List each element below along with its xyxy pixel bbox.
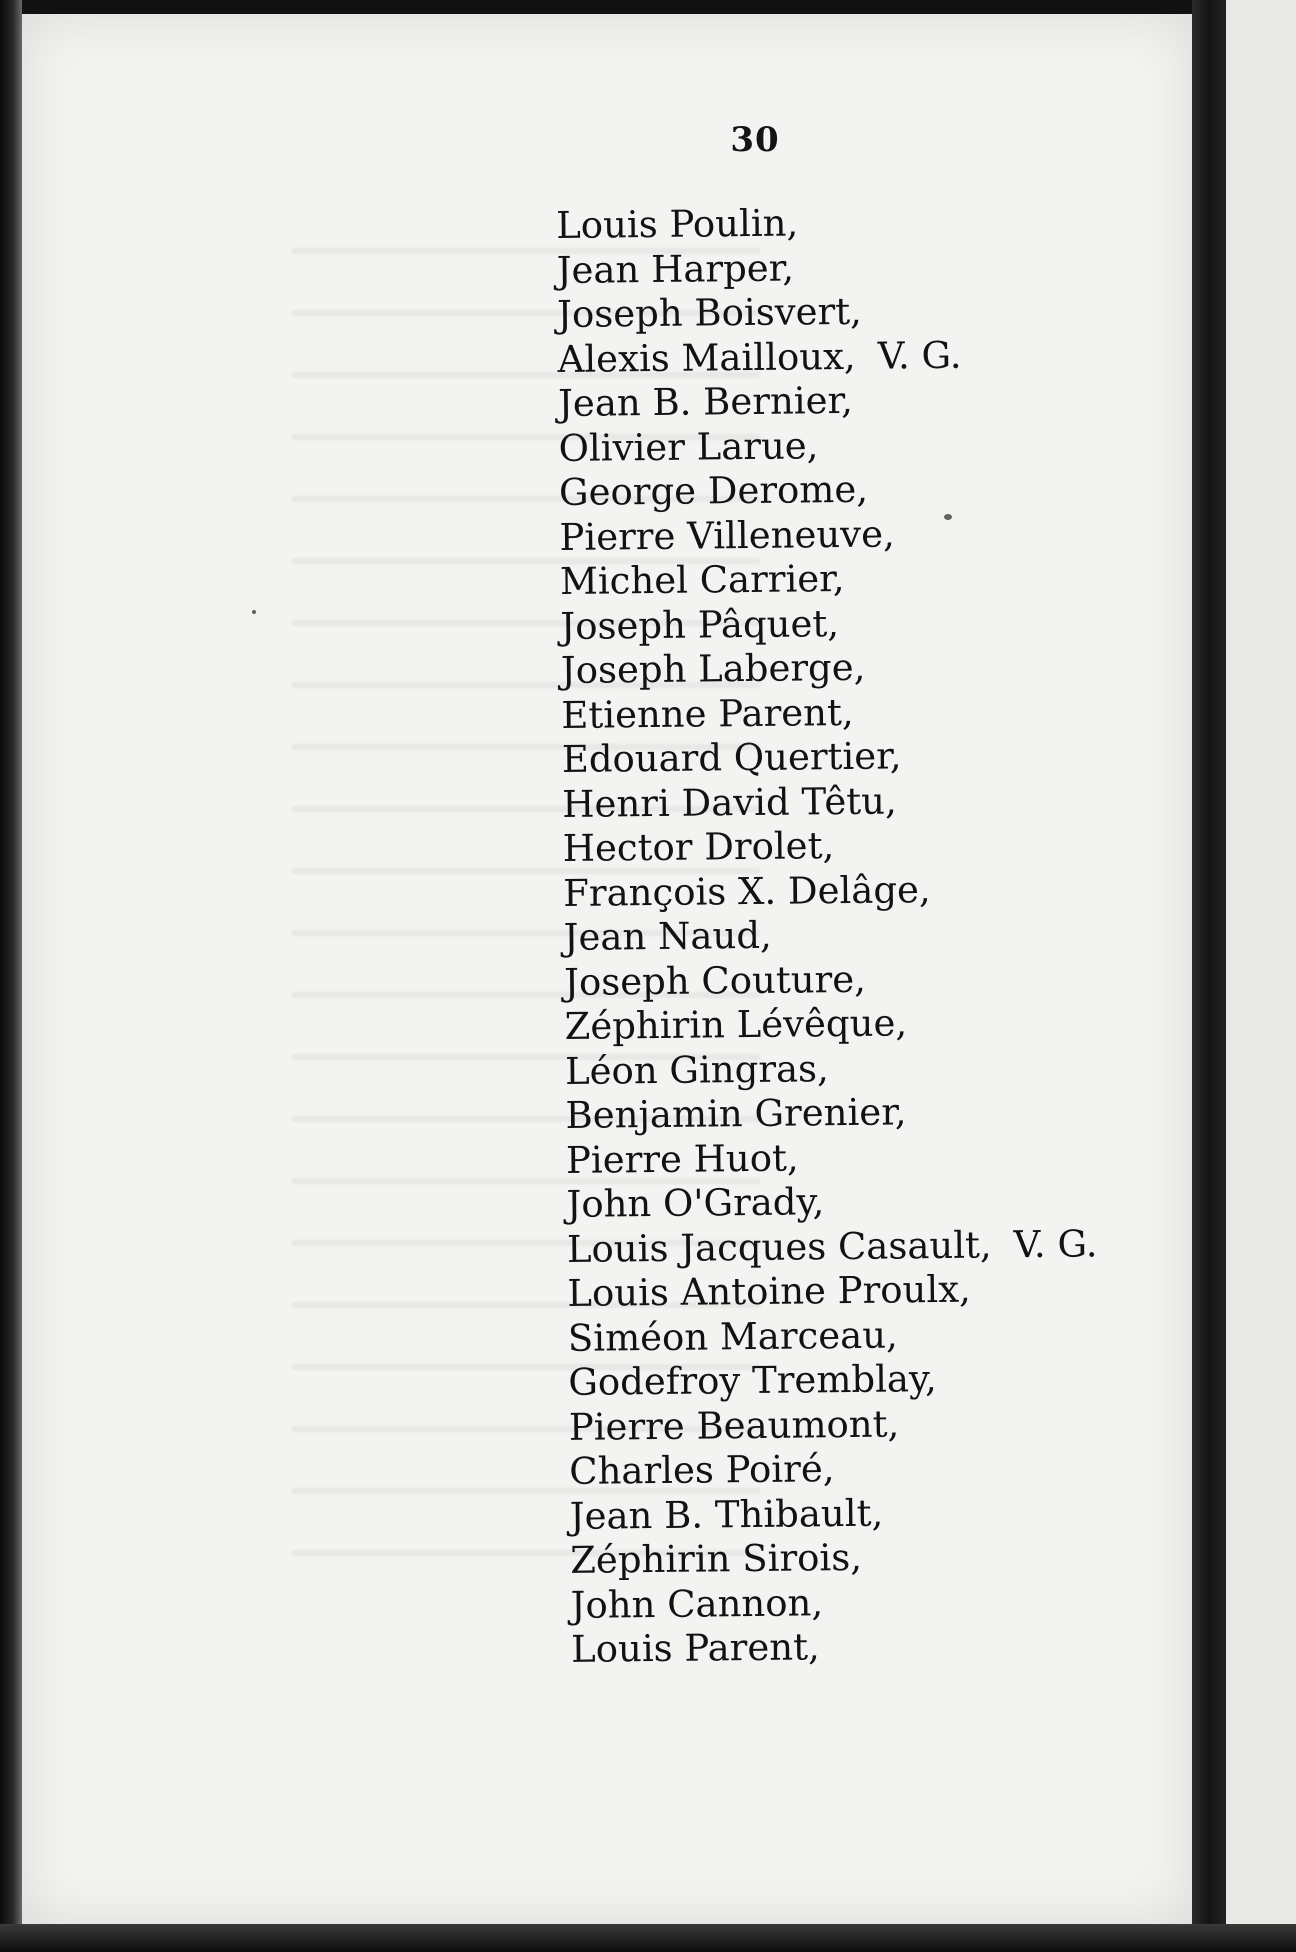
list-item: [560, 599, 1091, 649]
list-item: [558, 421, 1089, 471]
list-item: [561, 643, 1092, 693]
list-item: [570, 1489, 1101, 1539]
list-item: [559, 465, 1090, 515]
list-item: [556, 243, 1087, 293]
bottom-scan-edge: [0, 1924, 1296, 1952]
person-name: Joseph Laberge,: [560, 645, 866, 692]
list-item: [559, 510, 1090, 560]
list-item: [566, 1177, 1097, 1227]
person-name: Henri David Têtu,: [562, 778, 897, 826]
list-item: [557, 332, 1088, 382]
person-name: Jean Harper,: [556, 246, 795, 292]
person-name: Jean Naud,: [563, 913, 772, 959]
person-name: John O'Grady,: [566, 1180, 825, 1226]
person-name: John Cannon,: [570, 1580, 824, 1627]
person-name: Etienne Parent,: [561, 690, 854, 737]
person-name: Hector Drolet,: [562, 824, 835, 870]
person-name: Louis Poulin,: [556, 201, 799, 247]
list-item: [567, 1266, 1098, 1316]
person-name: Michel Carrier,: [559, 556, 845, 603]
list-item: [569, 1444, 1100, 1494]
list-item: [566, 1133, 1097, 1183]
title-suffix: V. G.: [877, 333, 962, 378]
person-name: Jean B. Thibault,: [569, 1491, 884, 1538]
person-name: Alexis Mailloux,: [557, 334, 856, 381]
list-item: [563, 910, 1094, 960]
person-name: George Derome,: [558, 467, 869, 514]
list-item: [569, 1400, 1100, 1450]
list-item: [570, 1578, 1101, 1628]
list-item: [563, 821, 1094, 871]
title-suffix: V. G.: [1013, 1221, 1098, 1266]
person-name: Jean B. Bernier,: [557, 378, 854, 425]
person-name: Louis Parent,: [570, 1625, 820, 1671]
person-name: Benjamin Grenier,: [565, 1090, 907, 1137]
list-item: [560, 554, 1091, 604]
person-name: Joseph Couture,: [563, 957, 867, 1004]
person-name: Léon Gingras,: [564, 1046, 830, 1093]
person-name: Zéphirin Lévêque,: [564, 1001, 908, 1048]
person-name: Olivier Larue,: [558, 423, 819, 470]
list-item: [556, 198, 1087, 248]
person-name: Zéphirin Sirois,: [569, 1535, 863, 1582]
facing-page-edge: [1226, 0, 1296, 1952]
list-item: [567, 1222, 1098, 1272]
left-scan-edge: [0, 0, 22, 1952]
name-list: [556, 198, 1102, 1672]
list-item: [558, 376, 1089, 426]
book-gutter: [1192, 0, 1226, 1952]
list-item: [565, 1044, 1096, 1094]
list-item: [568, 1355, 1099, 1405]
person-name: Pierre Beaumont,: [568, 1401, 900, 1449]
person-name: Louis Antoine Proulx,: [567, 1267, 972, 1315]
list-item: [561, 688, 1092, 738]
person-name: Pierre Villeneuve,: [559, 511, 895, 559]
person-name: Charles Poiré,: [569, 1447, 835, 1493]
page-number: 30: [730, 120, 780, 160]
person-name: Joseph Pâquet,: [560, 601, 840, 648]
person-name: Godefroy Tremblay,: [568, 1357, 937, 1404]
list-item: [563, 866, 1094, 916]
person-name: François X. Delâge,: [562, 867, 931, 915]
list-item: [568, 1311, 1099, 1361]
person-name: Louis Jacques Casault,: [566, 1222, 992, 1271]
ink-speck: [252, 610, 256, 614]
list-item: [562, 732, 1093, 782]
person-name: Joseph Boisvert,: [556, 289, 863, 336]
person-name: Siméon Marceau,: [567, 1312, 899, 1360]
list-item: [571, 1622, 1102, 1672]
person-name: Edouard Quertier,: [561, 734, 902, 781]
list-item: [557, 287, 1088, 337]
list-item: [564, 999, 1095, 1049]
list-item: [570, 1533, 1101, 1583]
list-item: [564, 955, 1095, 1005]
list-item: [562, 777, 1093, 827]
list-item: [565, 1088, 1096, 1138]
person-name: Pierre Huot,: [565, 1136, 799, 1182]
